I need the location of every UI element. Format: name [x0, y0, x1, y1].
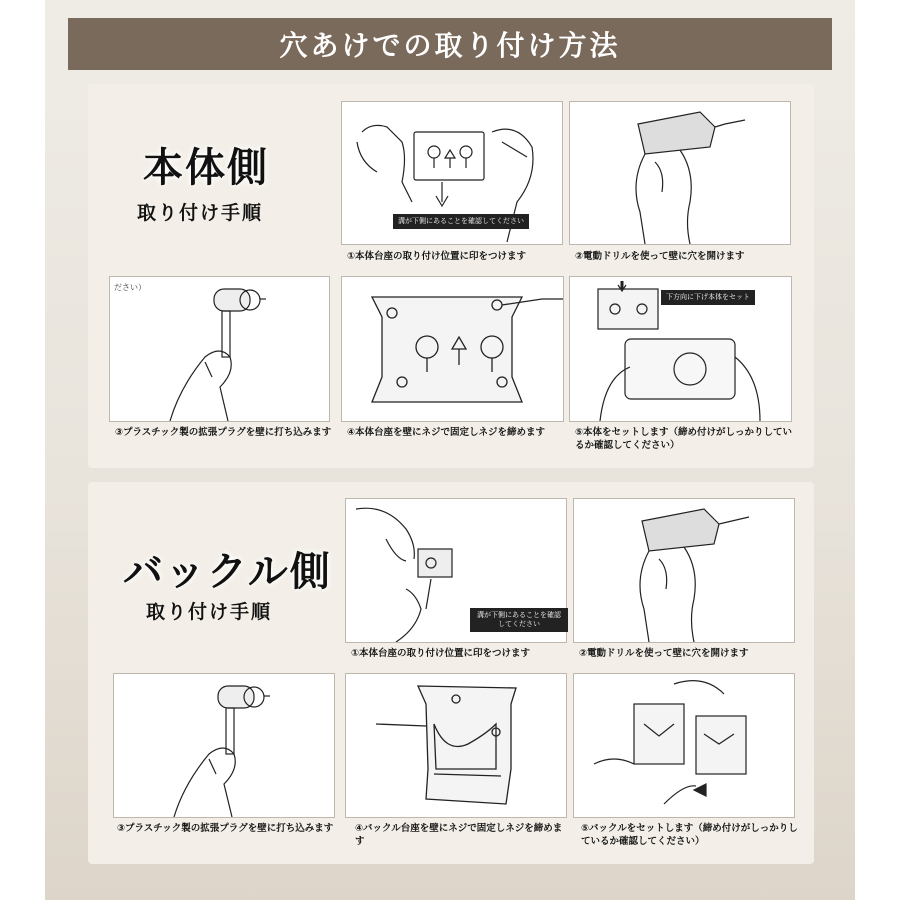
step-note: 溝が下側にあることを確認してください — [393, 214, 529, 229]
buckle-plate-icon — [346, 674, 566, 817]
step-set-buckle-illustration — [573, 673, 795, 818]
step-drill-illustration — [569, 101, 791, 245]
drill-icon — [570, 102, 790, 244]
page-title: 穴あけでの取り付け方法 — [68, 18, 832, 70]
section-subheading-buckle: 取り付け手順 — [146, 601, 273, 623]
step-note: 下方向に下げ本体をセット — [661, 290, 755, 305]
section-heading-buckle: バックル側 — [123, 549, 332, 595]
mount-plate-icon — [342, 277, 563, 421]
step-caption: ③プラスチック製の拡張プラグを壁に打ち込みます — [117, 823, 334, 834]
step-hammer-illustration — [113, 673, 335, 818]
step-hammer-illustration — [109, 276, 330, 422]
step-text-fragment: ださい） — [114, 283, 146, 292]
section-heading-body: 本体側 — [143, 145, 269, 191]
section-subheading-body: 取り付け手順 — [137, 202, 264, 224]
step-caption: ①本体台座の取り付け位置に印をつけます — [351, 648, 531, 659]
set-buckle-icon — [574, 674, 794, 817]
step-mount-plate-illustration — [341, 276, 564, 422]
hammer-icon — [110, 277, 329, 421]
step-caption: ②電動ドリルを使って壁に穴を開けます — [575, 251, 745, 262]
step-buckle-plate-illustration — [345, 673, 567, 818]
step-caption: ④本体台座を壁にネジで固定しネジを締めます — [347, 427, 546, 438]
step-drill-illustration — [573, 498, 795, 643]
step-caption: ①本体台座の取り付け位置に印をつけます — [347, 251, 527, 262]
drill-icon — [574, 499, 794, 642]
step-caption: ③プラスチック製の拡張プラグを壁に打ち込みます — [115, 427, 332, 438]
step-caption: ②電動ドリルを使って壁に穴を開けます — [579, 648, 749, 659]
step-caption: ⑤バックルをセットします（締め付けがしっかりしているか確認してください） — [581, 823, 798, 847]
step-note: 溝が下側にあることを確認してください — [470, 608, 568, 632]
hammer-icon — [114, 674, 334, 817]
step-caption: ④バックル台座を壁にネジで固定しネジを締めます — [355, 823, 563, 847]
step-caption: ⑤本体をセットします（締め付けがしっかりしているか確認してください） — [575, 427, 793, 451]
